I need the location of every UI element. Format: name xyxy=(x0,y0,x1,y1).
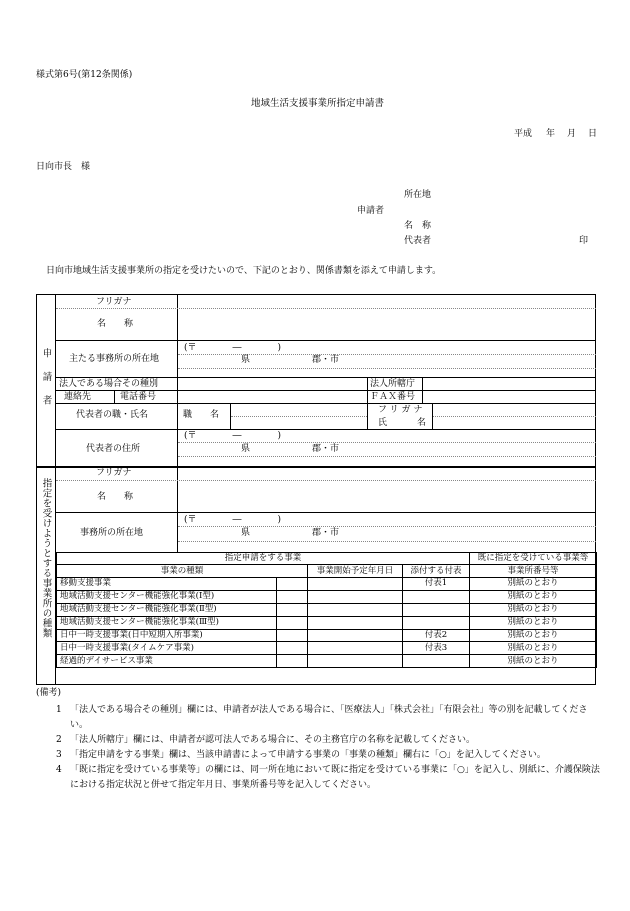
service-start-date-cell[interactable] xyxy=(308,616,403,629)
rep-address-dotted xyxy=(178,456,596,457)
seal-mark: 印 xyxy=(579,236,589,246)
service-attach-cell xyxy=(403,590,470,603)
table-row xyxy=(57,642,597,655)
office-address-dotted xyxy=(178,541,596,542)
service-number-cell: 別紙のとおり xyxy=(470,616,597,629)
remark-text: 「法人である場合その種別」欄には、申請者が法人である場合に、「医療法人」「株式会社」「有限会社」等の別を記載してください。 xyxy=(70,705,588,730)
office-postal: (〒 ― ) xyxy=(184,515,282,525)
rep-address-county-city: 郡・市 xyxy=(312,444,340,454)
office-postal-dotted xyxy=(178,526,596,527)
service-type-cell: 移動支援事業 xyxy=(57,578,277,591)
contact-label: 連絡先 xyxy=(64,392,92,402)
col-line xyxy=(114,390,115,403)
service-mark-cell[interactable] xyxy=(277,590,308,603)
group-existing-header: 既に指定を受けている事業等 xyxy=(470,553,597,565)
date-day: 日 xyxy=(588,129,598,139)
service-mark-cell[interactable] xyxy=(277,578,308,591)
main-office-prefecture: 県 xyxy=(241,355,251,365)
office-county-city: 郡・市 xyxy=(312,528,340,538)
remark-number: 2 xyxy=(56,735,62,745)
document-title: 地域生活支援事業所指定申請書 xyxy=(251,98,385,109)
col-line xyxy=(177,377,178,391)
table-row xyxy=(57,603,597,616)
corp-authority-label: 法人所轄庁 xyxy=(370,379,416,389)
remarks-heading: (備考) xyxy=(36,688,62,698)
applicant-name-label: 名 称 xyxy=(404,221,432,231)
service-attach-cell: 付表2 xyxy=(403,629,470,642)
office-furigana-label: フリガナ xyxy=(96,468,132,478)
service-attach-cell xyxy=(403,603,470,616)
applicant-label: 申請者 xyxy=(357,206,385,216)
table-row xyxy=(57,578,597,591)
row-line xyxy=(56,429,596,430)
fax-label: ＦＡＸ番号 xyxy=(370,392,416,402)
col-line xyxy=(367,403,368,429)
col-attach-header: 添付する付表 xyxy=(403,565,470,578)
service-number-cell: 別紙のとおり xyxy=(470,590,597,603)
addressee: 日向市長 様 xyxy=(36,162,91,172)
date-era: 平成 xyxy=(514,129,533,139)
service-attach-cell xyxy=(403,616,470,629)
table-row xyxy=(57,616,597,629)
corp-type-label: 法人である場合その種別 xyxy=(59,379,159,389)
applicant-name-row-label: 名 称 xyxy=(97,319,134,329)
table-row xyxy=(57,590,597,603)
rep-name-label: 氏 名 xyxy=(378,418,431,428)
service-mark-cell[interactable] xyxy=(277,642,308,655)
service-attach-cell: 付表3 xyxy=(403,642,470,655)
remark-number: 1 xyxy=(56,705,62,715)
row-line xyxy=(56,340,596,341)
remark-text: 「法人所轄庁」欄には、申請者が認可法人である場合に、その主務官庁の名称を記載してください。 xyxy=(70,735,476,745)
office-address-label: 事務所の所在地 xyxy=(80,528,144,538)
row-line xyxy=(56,512,596,513)
service-type-cell: 地域活動支援センター機能強化事業(Ⅱ型) xyxy=(57,603,277,616)
services-table xyxy=(56,552,597,668)
row-line xyxy=(56,390,596,391)
col-number-header: 事業所番号等 xyxy=(470,565,597,578)
date-line xyxy=(514,130,597,139)
service-attach-cell: 付表1 xyxy=(403,578,470,591)
main-office-county-city: 郡・市 xyxy=(312,355,340,365)
service-type-cell: 日中一時支援事業(日中短期入所事業) xyxy=(57,629,277,642)
main-office-postal: (〒 ― ) xyxy=(184,343,282,353)
side-label-office: 指定を受けようとする事業所の種類 xyxy=(40,478,52,638)
service-mark-cell[interactable] xyxy=(277,629,308,642)
applicant-rep-label: 代表者 xyxy=(404,236,432,246)
address-dotted xyxy=(178,368,596,369)
service-type-cell: 日中一時支援事業(タイムケア事業) xyxy=(57,642,277,655)
rep-address-prefecture: 県 xyxy=(241,444,251,454)
service-type-cell: 地域活動支援センター機能強化事業(Ⅲ型) xyxy=(57,616,277,629)
rep-furigana-label: フリガナ xyxy=(378,405,426,415)
service-type-cell: 地域活動支援センター機能強化事業(Ⅰ型) xyxy=(57,590,277,603)
service-mark-cell[interactable] xyxy=(277,616,308,629)
job-title-dotted xyxy=(231,416,367,417)
date-month: 月 xyxy=(567,129,577,139)
service-number-cell: 別紙のとおり xyxy=(470,578,597,591)
row-line xyxy=(56,377,596,378)
rep-postal-dotted xyxy=(178,442,596,443)
office-prefecture: 県 xyxy=(241,528,251,538)
col-line xyxy=(177,390,178,403)
rep-address-label: 代表者の住所 xyxy=(86,444,141,454)
service-start-date-cell[interactable] xyxy=(308,642,403,655)
job-title-label: 職 名 xyxy=(183,410,220,420)
rep-name-dotted xyxy=(433,416,596,417)
service-start-date-cell[interactable] xyxy=(308,655,403,668)
remark-number: 4 xyxy=(56,765,62,775)
group-applying-header: 指定申請をする事業 xyxy=(57,553,470,565)
main-office-address-label: 主たる事務所の所在地 xyxy=(69,354,160,364)
service-number-cell: 別紙のとおり xyxy=(470,629,597,642)
remark-text: 「指定申請をする事業」欄は、当該申請書によって申請する事業の「事業の種類」欄右に「○」を記入してください。 xyxy=(70,750,546,760)
furigana-divider xyxy=(56,308,596,309)
service-mark-cell[interactable] xyxy=(277,603,308,616)
service-number-cell: 別紙のとおり xyxy=(470,655,597,668)
service-start-date-cell[interactable] xyxy=(308,578,403,591)
service-start-date-cell[interactable] xyxy=(308,629,403,642)
rep-address-postal: (〒 ― ) xyxy=(184,431,282,441)
service-start-date-cell[interactable] xyxy=(308,590,403,603)
form-number: 様式第6号(第12条関係) xyxy=(36,70,133,80)
remark-number: 3 xyxy=(56,750,62,760)
table-row xyxy=(57,629,597,642)
col-type-header: 事業の種類 xyxy=(57,565,308,578)
row-line xyxy=(56,403,596,404)
remark-text: 「既に指定を受けている事業等」の欄には、同一所在地において既に指定を受けている事業に「○」を記入し、別紙に、介護保険法における指定状況と併せて指定年月日、事業所番号等を記入してください。 xyxy=(70,765,600,790)
table-row xyxy=(57,655,597,668)
service-mark-cell[interactable] xyxy=(277,655,308,668)
side-label-applicant: 申請者 xyxy=(40,348,52,419)
office-furigana-dotted xyxy=(56,480,596,481)
applicant-address-label: 所在地 xyxy=(404,190,432,200)
service-number-cell: 別紙のとおり xyxy=(470,603,597,616)
col-start-header: 事業開始予定年月日 xyxy=(308,565,403,578)
rep-title-name-label: 代表者の職・氏名 xyxy=(76,410,149,420)
service-type-cell: 経過的デイサービス事業 xyxy=(57,655,277,668)
service-start-date-cell[interactable] xyxy=(308,603,403,616)
applicant-furigana-label: フリガナ xyxy=(96,297,132,307)
office-name-label: 名 称 xyxy=(97,492,134,502)
intro-text: 日向市地域生活支援事業所の指定を受けたいので、下記のとおり、関係書類を添えて申請します。 xyxy=(46,266,442,276)
date-year: 年 xyxy=(546,129,556,139)
phone-label: 電話番号 xyxy=(120,392,157,402)
service-number-cell: 別紙のとおり xyxy=(470,642,597,655)
service-attach-cell xyxy=(403,655,470,668)
